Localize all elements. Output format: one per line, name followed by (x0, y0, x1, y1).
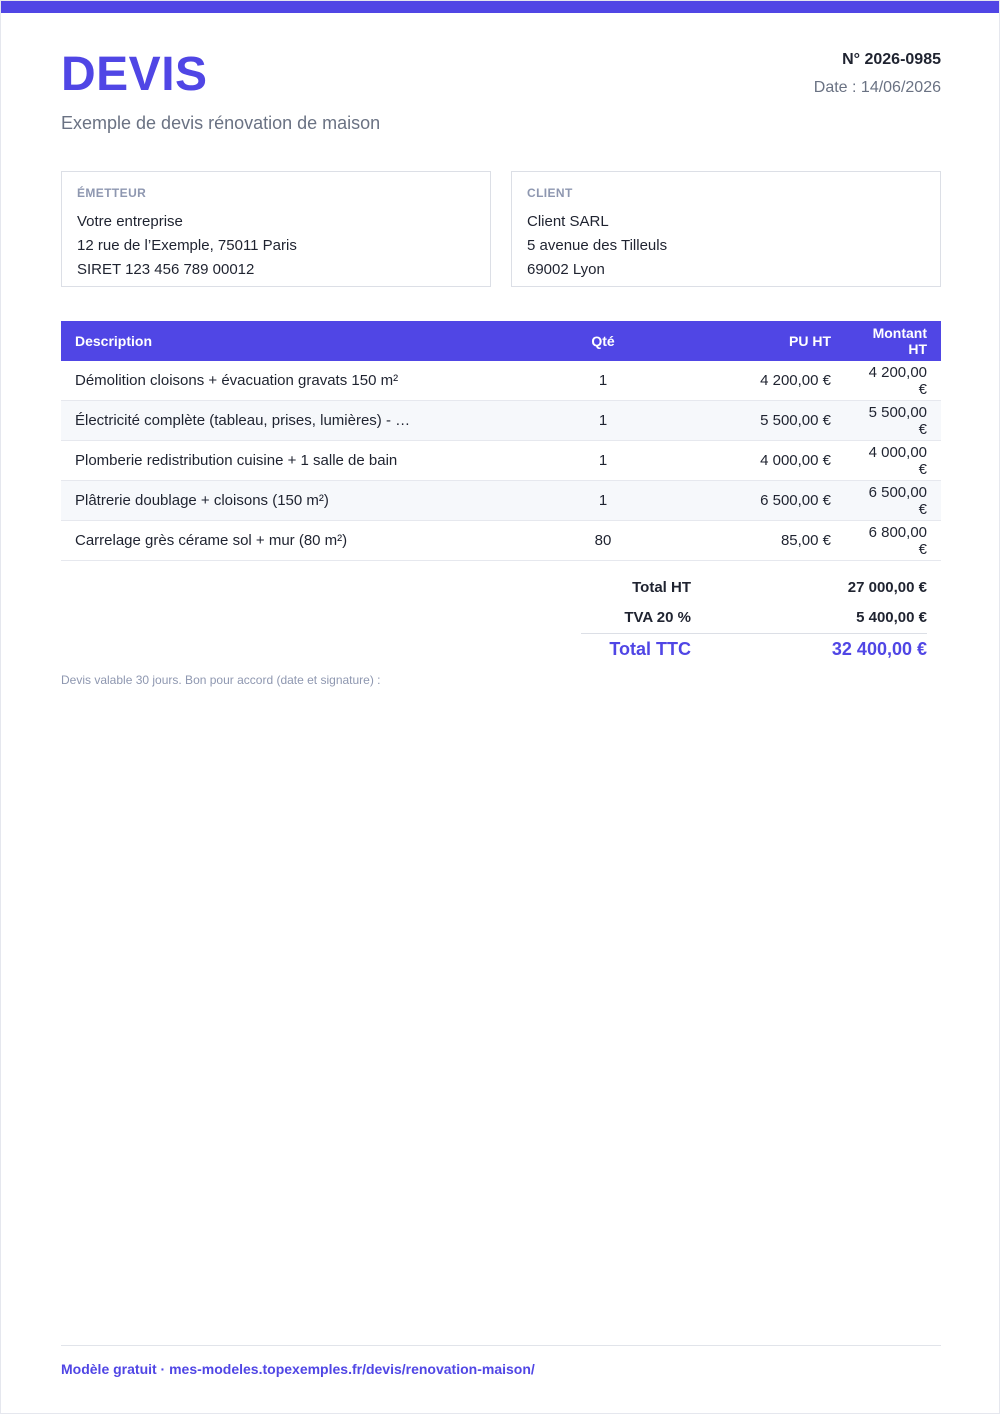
row-qty: 1 (549, 361, 657, 401)
row-qty: 1 (549, 441, 657, 481)
totals-block (581, 573, 927, 666)
row-amount: 4 200,00 € (845, 361, 941, 401)
row-amount: 6 500,00 € (845, 481, 941, 521)
document-subtitle: Exemple de devis rénovation de maison (61, 113, 381, 133)
quote-header (61, 49, 941, 149)
row-unit-price: 4 200,00 € (657, 361, 845, 401)
tva-value: 5 400,00 € (856, 609, 927, 626)
table-row (61, 361, 941, 401)
row-unit-price: 6 500,00 € (657, 481, 845, 521)
row-description: Démolition cloisons + évacuation gravats 150 m² (61, 361, 549, 401)
total-ht-row (581, 573, 927, 603)
total-ttc-label: Total TTC (609, 639, 691, 659)
footer-divider (61, 1345, 941, 1346)
row-amount: 5 500,00 € (845, 401, 941, 441)
row-description: Carrelage grès cérame sol + mur (80 m²) (61, 521, 549, 561)
client-company: Client SARL (527, 213, 609, 230)
quote-number: N° 2026-0985 (842, 51, 941, 68)
row-unit-price: 4 000,00 € (657, 441, 845, 481)
row-description: Plâtrerie doublage + cloisons (150 m²) (61, 481, 549, 521)
issuer-siret: SIRET 123 456 789 00012 (77, 261, 255, 278)
total-ht-value: 27 000,00 € (847, 579, 927, 596)
document-title: DEVIS (61, 48, 208, 101)
row-qty: 1 (549, 401, 657, 441)
issuer-address: 12 rue de l’Exemple, 75011 Paris (77, 237, 297, 254)
row-amount: 4 000,00 € (845, 441, 941, 481)
validity-note: Devis valable 30 jours. Bon pour accord (date et signature) : (61, 673, 381, 687)
column-header-amount: Montant HT (845, 321, 941, 361)
row-qty: 80 (549, 521, 657, 561)
tva-label: TVA 20 % (624, 609, 691, 626)
table-row (61, 521, 941, 561)
table-row (61, 441, 941, 481)
row-unit-price: 5 500,00 € (657, 401, 845, 441)
row-amount: 6 800,00 € (845, 521, 941, 561)
table-row (61, 401, 941, 441)
footer-link[interactable]: Modèle gratuit · mes-modeles.topexemples.fr/devis/renovation-maison/ (61, 1361, 535, 1377)
issuer-label: ÉMETTEUR (77, 186, 147, 200)
issuer-box (61, 171, 491, 287)
row-qty: 1 (549, 481, 657, 521)
column-header-qty: Qté (549, 321, 657, 361)
table-row (61, 481, 941, 521)
issuer-company: Votre entreprise (77, 213, 183, 230)
total-ht-label: Total HT (632, 579, 691, 596)
accent-top-bar (1, 1, 999, 13)
tva-row (581, 603, 927, 633)
table-header-row (61, 321, 941, 361)
row-description: Électricité complète (tableau, prises, lumières) - … (61, 401, 549, 441)
client-label: CLIENT (527, 186, 573, 200)
row-unit-price: 85,00 € (657, 521, 845, 561)
column-header-unit-price: PU HT (657, 321, 845, 361)
column-header-description: Description (61, 321, 549, 361)
total-ttc-value: 32 400,00 € (831, 639, 927, 659)
client-city: 69002 Lyon (527, 261, 605, 278)
total-ttc-row (581, 633, 927, 666)
line-items-table (61, 321, 941, 561)
client-street: 5 avenue des Tilleuls (527, 237, 668, 254)
client-box (511, 171, 941, 287)
quote-date: Date : 14/06/2026 (813, 79, 941, 96)
row-description: Plomberie redistribution cuisine + 1 salle de bain (61, 441, 549, 481)
